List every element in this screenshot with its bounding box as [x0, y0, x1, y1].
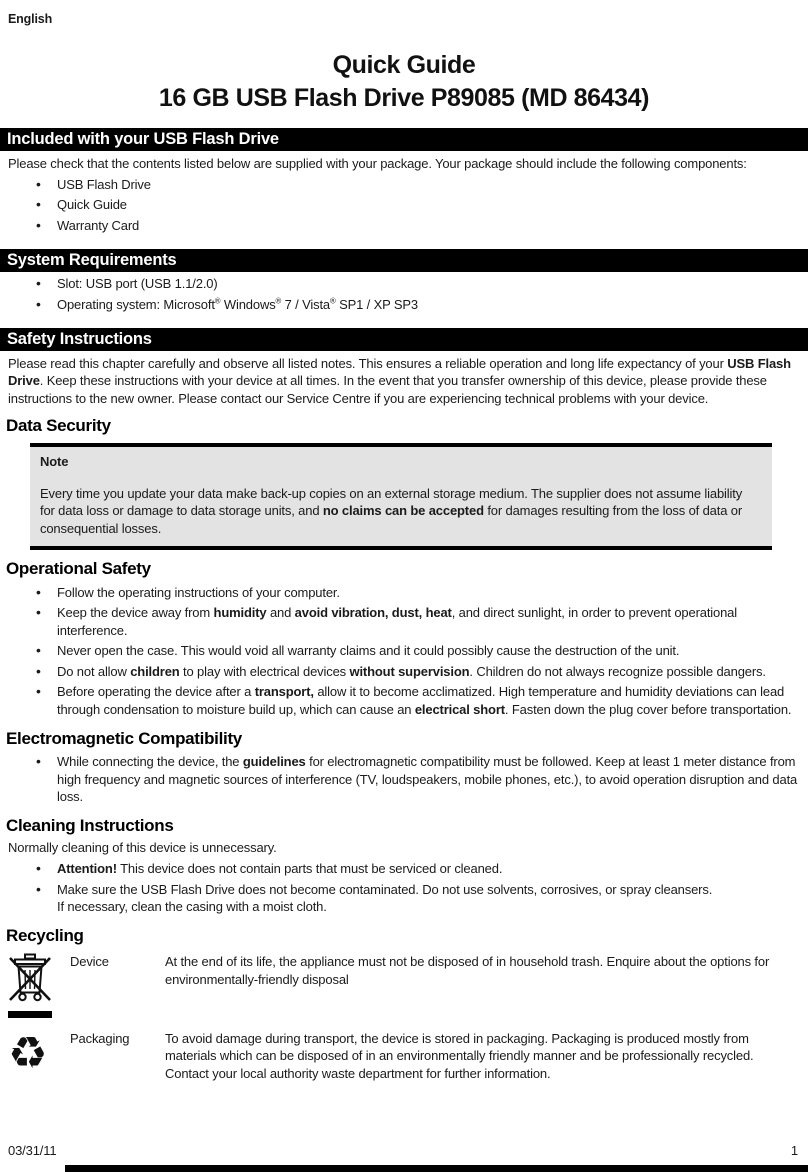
note-box — [30, 443, 772, 550]
included-intro: Please check that the contents listed below are supplied with your package. Your package should include the following components: — [8, 155, 747, 171]
section-banner-safety-instructions: Safety Instructions — [0, 328, 808, 351]
section-banner-included: Included with your USB Flash Drive — [0, 128, 808, 151]
language-label: English — [8, 12, 53, 26]
list-item: • Operating system: Microsoft® Windows® 7 / Vista® SP1 / XP SP3 — [0, 294, 808, 315]
footer-page-number: 1 — [790, 1142, 798, 1158]
list-item: • While connecting the device, the guidelines for electromagnetic compatibility must be followed. Keep at least 1 meter distance from high frequency and magnetic sources of interference (TV, loudspeakers, mobile phones, etc.), to avoid operation disruption and data loss. — [0, 752, 808, 808]
heading-recycling: Recycling — [6, 926, 84, 945]
list-item: • Follow the operating instructions of your computer. — [0, 582, 808, 603]
recycling-row-text: At the end of its life, the appliance must not be disposed of in household trash. Enquire about the options for environmentally-friendly disposal — [165, 954, 770, 987]
note-label: Note — [40, 454, 69, 469]
list-item: • Attention! This device does not contain parts that must be serviced or cleaned. — [0, 859, 808, 880]
page-title — [8, 49, 800, 115]
list-item: • Slot: USB port (USB 1.1/2.0) — [0, 274, 808, 295]
heading-operational-safety: Operational Safety — [6, 559, 151, 578]
title-line-2: 16 GB USB Flash Drive P89085 (MD 86434) — [158, 83, 650, 112]
recycling-row-packaging — [8, 1028, 800, 1083]
section-banner-system-requirements: System Requirements — [0, 249, 808, 272]
list-item: • Do not allow children to play with electrical devices without supervision. Children do not always recognize possible dangers. — [0, 661, 808, 682]
note-body: Every time you update your data make back-up copies on an external storage medium. The supplier does not assume liability for data loss or damage to data storage units, and no claims can be accepted for damages resulting from the loss of data or consequential losses. — [40, 485, 743, 536]
footer-date: 03/31/11 — [8, 1142, 57, 1158]
safety-intro: Please read this chapter carefully and observe all listed notes. This ensures a reliable operation and long life expectancy of your USB Flash Drive. Keep these instructions with your device at all times. In the event that you transfer ownership of this device, please provide these instructions to the new owner. Please contact our Service Centre if you are experiencing technical problems with your device. — [8, 355, 791, 406]
recycling-row-text: To avoid damage during transport, the device is stored in packaging. Packaging is produced mostly from materials which can be disposed of in an environmentally friendly manner and be professionally recycled. Contact your local authority waste department for further information. — [165, 1030, 754, 1081]
recycling-arrows-icon: ♻ — [8, 1027, 48, 1079]
heading-data-security: Data Security — [6, 416, 111, 435]
weee-crossed-out-bin-icon — [8, 953, 52, 1003]
emc-list — [0, 752, 808, 808]
included-list — [0, 174, 808, 236]
list-item: • Make sure the USB Flash Drive does not become contaminated. Do not use solvents, corrosives, or spray cleansers. If necessary, clean the casing with a moist cloth. — [0, 879, 808, 917]
list-item: • Never open the case. This would void all warranty claims and it could possibly cause the destruction of the unit. — [0, 641, 808, 662]
recycling-row-label: Packaging — [70, 1030, 130, 1046]
list-item: • USB Flash Drive — [0, 174, 808, 195]
list-item: • Before operating the device after a transport, allow it to become acclimatized. High temperature and humidity deviations can lead through condensation to moisture build up, which can cause an electrical short. Fasten down the plug cover before transportation. — [0, 682, 808, 720]
device-icon-cell — [8, 951, 70, 1018]
bottom-rule — [65, 1165, 808, 1172]
title-line-1: Quick Guide — [332, 50, 476, 79]
list-item: • Warranty Card — [0, 215, 808, 236]
list-item: • Quick Guide — [0, 195, 808, 216]
cleaning-list — [0, 859, 808, 918]
recycling-row-device — [8, 951, 800, 1018]
recycling-row-label: Device — [70, 954, 109, 969]
recycling-section — [0, 951, 808, 1082]
system-requirements-list — [0, 274, 808, 315]
cleaning-intro: Normally cleaning of this device is unnecessary. — [8, 840, 277, 855]
packaging-icon-cell — [8, 1028, 70, 1078]
page-footer — [8, 1142, 798, 1160]
heading-cleaning-instructions: Cleaning Instructions — [6, 816, 174, 835]
heading-electromagnetic-compatibility: Electromagnetic Compatibility — [6, 728, 242, 748]
list-item: • Keep the device away from humidity and avoid vibration, dust, heat, and direct sunlight, in order to prevent operational interference. — [0, 603, 808, 641]
operational-safety-list — [0, 582, 808, 720]
weee-bar-icon — [8, 1011, 52, 1018]
